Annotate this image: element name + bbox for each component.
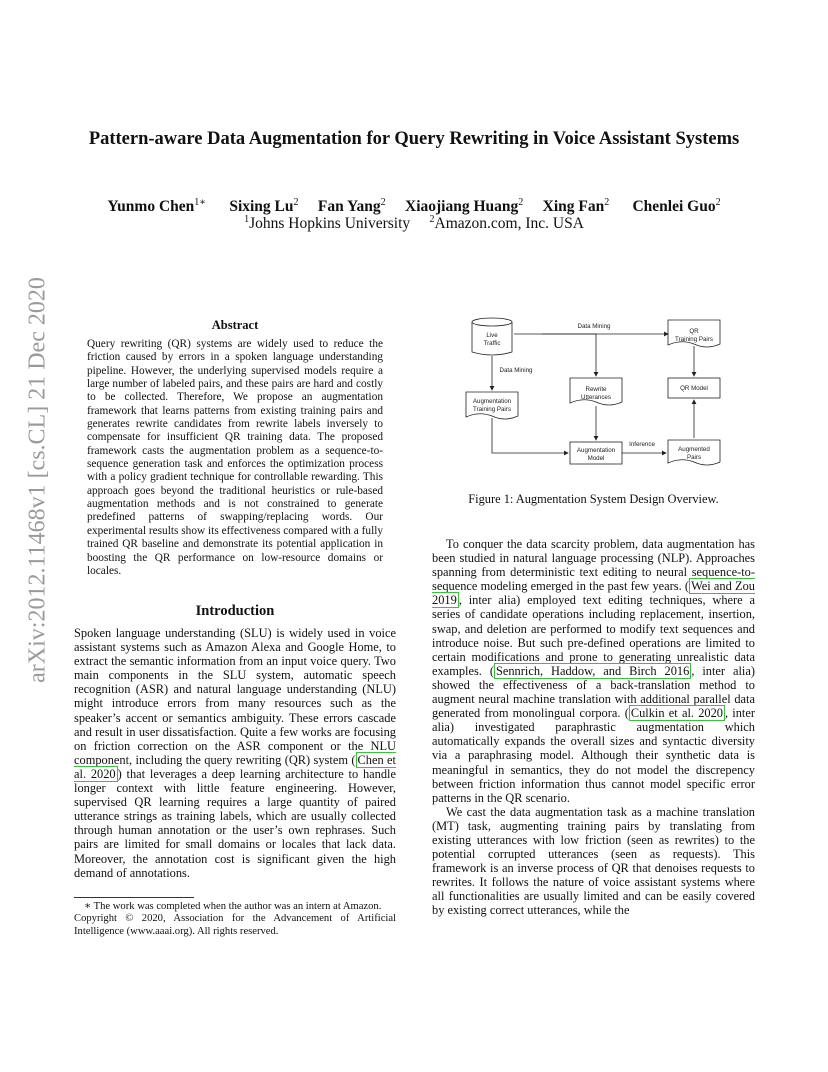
svg-text:Rewrite: Rewrite [585, 386, 607, 393]
rewrite-utterances-node [570, 378, 622, 405]
svg-text:Live: Live [486, 332, 498, 339]
system-diagram [432, 312, 755, 482]
svg-text:QR Model: QR Model [680, 385, 708, 392]
qr-training-pairs-node [668, 320, 720, 347]
footnote-rule [74, 897, 194, 898]
edge-label: Data Mining [577, 323, 611, 330]
svg-text:Augmentation: Augmentation [472, 398, 512, 405]
author: Xing Fan$^2$ [542, 197, 610, 216]
svg-text:Training Pairs: Training Pairs [675, 336, 713, 343]
augmentation-model-node [570, 442, 622, 464]
arxiv-stamp: arXiv:2012.11468v1 [cs.CL] 21 Dec 2020 [24, 277, 51, 683]
right-column-body: To conquer the data scarcity problem, data augmentation has been studied in natural language processing (NLP). Approaches spanning from deterministic text editing to neural sequence-to-sequence modeling emerged in the past few years. ( Wei and Zou 2019 , inter alia) employed text editing techniques, where a series of candidate operations including replacement, insertion, swap, and deletion are performed to modify text sequences and introduce noise. But such pre-defined operations are limited to certain modifications and prone to generating unrealistic data examples. ( Sennrich, Haddow, and Birch 2016 , inter alia) showed the effectiveness of a back-translation method to augment neural machine translation with additional parallel data generated from monolingual corpora. ( Culkin et al. 2020 , inter alia) investigated paraphrastic augmentation which automatically expands the overall sizes and syntactic diversity via a paraphrasing model. Although their synthetic data is meaningful in semantics, they do not model the discrepency between friction information thus cannot model specific error patterns in the QR scenario. We cast the data augmentation task as a machine translation (MT) task, augmenting training pairs by translating from existing utterances with low friction (seen as rewrites) to the potential corrupted utterances (seen as requests). This framework is an inverse process of QR that denoises requests to rewrites. It follows the nature of voice assistant systems where all functionalities are usually limited and can be easily covered by existing correct utterances, while the [432, 537, 756, 918]
author: Sixing Lu$^2$ [229, 197, 299, 216]
edge-aug-pairs-to-model [492, 418, 568, 453]
svg-text:Utterances: Utterances [581, 394, 611, 401]
introduction-body: Spoken language understanding (SLU) is widely used in voice assistant systems such as Amazon Alexa and Google Home, to extract the semantic information from an input voice query. Two main components in the SLU system, automatic speech recognition (ASR) and natural language understanding (NLU) might introduce errors from many resources such as the speaker’s accent or semantics ambiguity. These errors cascade and result in user dissatisfaction. Quite a few works are focusing on friction correction on the ASR component or the NLU component, including the query rewriting (QR) system ( Chen et al. 2020 ) that leverages a deep learning architecture to handle longer context with little feature engineering. However, supervised QR learning requires a large quantity of paired utterance strings as training labels, which are usually collected through human annotation or the user’s own rephrases. Such pairs are limited for small domains or locales that lack data. Moreover, the annotation cost is significant given the high demand of annotations. [74, 626, 396, 880]
paper-title: Pattern-aware Data Augmentation for Query Rewriting in Voice Assistant Systems [88, 129, 740, 149]
edge-label: Inference [629, 441, 655, 448]
citation-link[interactable]: Sennrich, Haddow, and Birch 2016 [495, 663, 690, 678]
affiliations: $^1$Johns Hopkins University $^2$Amazon.com, Inc. USA [244, 214, 584, 233]
abstract-heading: Abstract [211, 318, 259, 332]
edge-live-to-rewrite [542, 334, 596, 376]
edge-label: Data Mining [499, 367, 533, 374]
citation-link[interactable]: Culkin et al. 2020 [630, 706, 723, 721]
abstract-body: Query rewriting (QR) systems are widely used to reduce the friction caused by errors in a spoken language understanding pipeline. However, the underlying supervised models require a large number of labeled pairs, and these pairs are hard and costly to be collected. Therefore, We propose an augmentation framework that learns patterns from existing training pairs and generates rewrite candidates from rewrite labels inversely to compensate for insufficient QR training data. The proposed framework casts the augmentation problem as a sequence-to-sequence generation task and enforces the optimization process with a policy gradient technique for controllable rewarding. This approach goes beyond the traditional heuristics or rule-based augmentation methods and is not constrained to generate predefined patterns of swapping/replacing words. Our experimental results show its effectiveness compared with a fully trained QR baseline and demonstrate its potential application in boosting the QR performance on low-resource domains or locales. [87, 338, 383, 577]
live-traffic-node [472, 318, 512, 355]
author: Chenlei Guo$^2$ [632, 197, 721, 216]
figure-caption: Figure 1: Augmentation System Design Overview. [468, 492, 719, 506]
author: Yunmo Chen$^{1∗}$ [107, 197, 207, 216]
citation-link[interactable]: Chen et al. 2020 [74, 752, 396, 781]
svg-text:QR: QR [689, 328, 699, 335]
introduction-heading: Introduction [195, 603, 275, 619]
augmentation-training-pairs-node [466, 392, 518, 419]
footnote: ∗ The work was completed when the author was an intern at Amazon. Copyright © 2020, Association for the Advancement of Artificial Intelligence (www.aaai.org). All rights reserved. [74, 901, 396, 937]
citation-link[interactable]: Wei and Zou 2019 [432, 579, 755, 608]
qr-model-node [668, 378, 720, 398]
svg-text:Pairs: Pairs [686, 454, 702, 461]
augmented-pairs-node [668, 440, 720, 465]
svg-text:Augmentation: Augmentation [576, 447, 616, 454]
svg-text:Traffic: Traffic [483, 340, 501, 347]
svg-text:Model: Model [587, 455, 605, 462]
svg-text:Augmented: Augmented [678, 446, 710, 453]
author: Fan Yang$^2$ [317, 197, 386, 216]
author: Xiaojiang Huang$^2$ [405, 197, 524, 216]
svg-text:Training Pairs: Training Pairs [473, 406, 511, 413]
